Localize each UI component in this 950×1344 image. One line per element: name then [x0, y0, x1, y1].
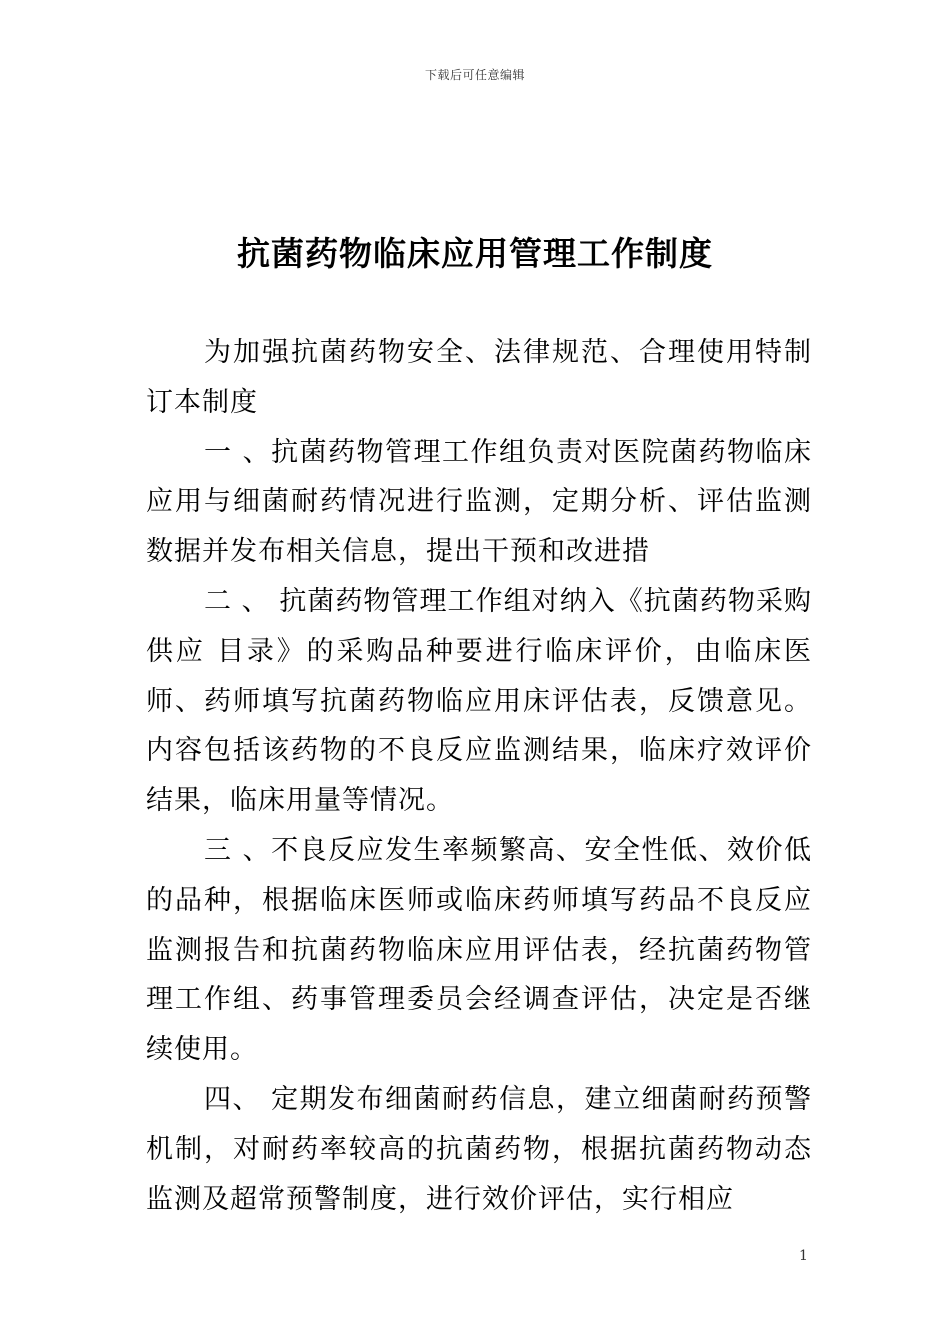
paragraph-item-1: 一 、抗菌药物管理工作组负责对医院菌药物临床应用与细菌耐药情况进行监测，定期分析、评估监测数据并发布相关信息，提出干预和改进措: [146, 436, 812, 568]
paragraph-item-2: 二 、 抗菌药物管理工作组对纳入《抗菌药物采购供应 目录》的采购品种要进行临床评价，由临床医师、药师填写抗菌药物临应用床评估表，反馈意见。内容包括该药物的不良反应监测结果，临床疗效评价结果，临床用量等情况。: [146, 585, 812, 817]
page-number: 1: [799, 1248, 808, 1264]
header-note: 下载后可任意编辑: [424, 68, 525, 82]
paragraph-item-3: 三 、不良反应发生率频繁高、安全性低、效价低的品种，根据临床医师或临床药师填写药品不良反应监测报告和抗菌药物临床应用评估表，经抗菌药物管理工作组、药事管理委员会经调查评估，决定是否继续使用。: [146, 834, 812, 1066]
paragraph-intro: 为加强抗菌药物安全、法律规范、合理使用特制订本制度: [146, 337, 812, 418]
document-title: 抗菌药物临床应用管理工作制度: [237, 234, 713, 273]
paragraph-item-4: 四、 定期发布细菌耐药信息，建立细菌耐药预警机制，对耐药率较高的抗菌药物，根据抗菌药物动态监测及超常预警制度，进行效价评估，实行相应: [146, 1083, 812, 1215]
document-body: [146, 328, 812, 1224]
